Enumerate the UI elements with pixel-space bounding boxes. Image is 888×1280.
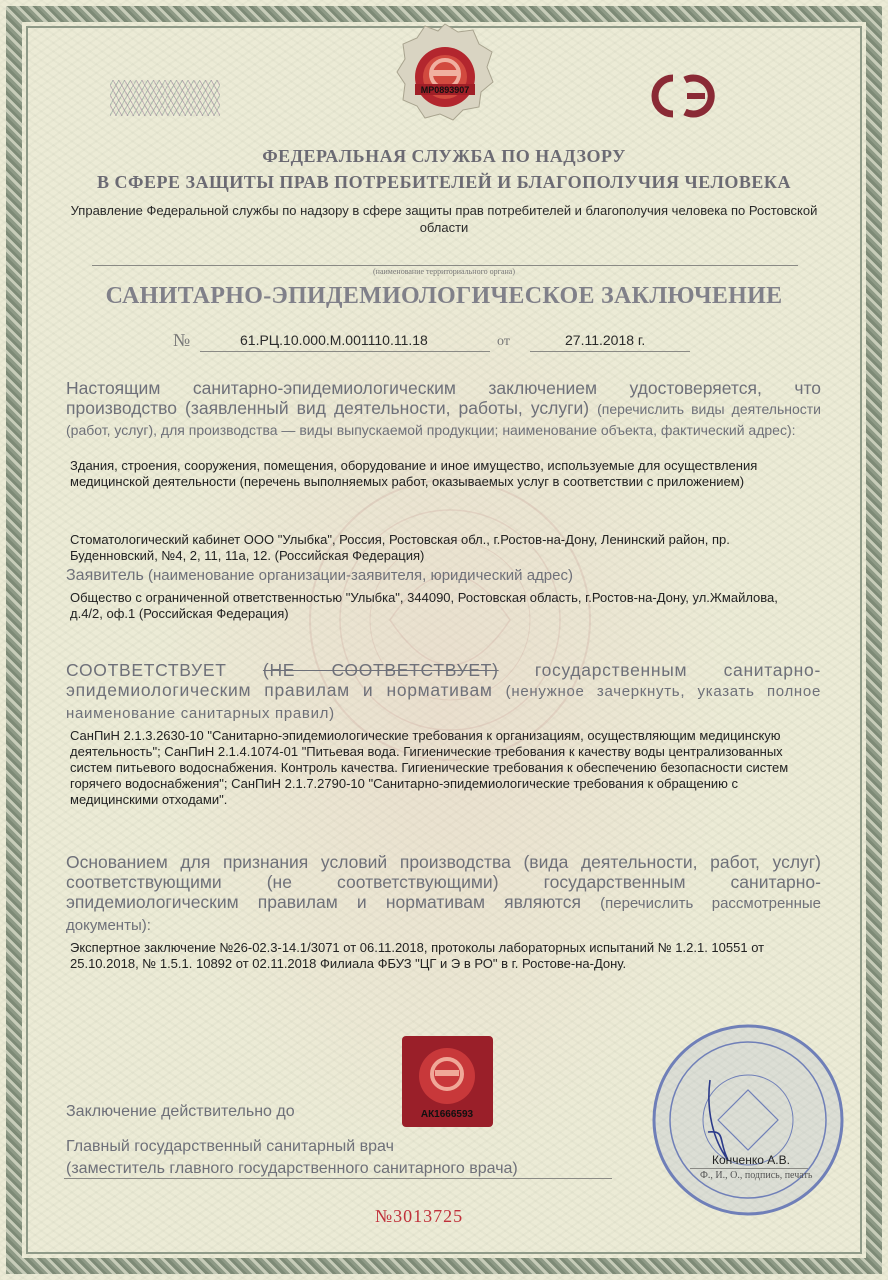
not-complies-struck: (НЕ СООТВЕТСТВУЕТ) [262,660,499,680]
applicant-heading [66,567,573,585]
basis-statement [66,852,821,936]
document-number: 61.РЦ.10.000.М.001110.11.18 [240,332,428,348]
statement-lead: Настоящим санитарно-эпидемиологическим заключением удостоверяется, что производство (заявленный вид деятельности, работы, услуги) [66,378,821,418]
hologram-seal-top [395,22,495,122]
hologram-code-bottom: АК1666593 [420,1109,474,1120]
chief-doctor-title [66,1136,518,1180]
office-caption: (наименование территориального органа) [373,267,515,276]
applicant-label: Заявитель [66,567,144,584]
basis-hint: (перечислить рассмотренные документы): [66,895,821,934]
number-sign: № [173,330,191,350]
form-serial-number: №3013725 [375,1206,464,1226]
signature-caption: Ф., И., О., подпись, печать [700,1170,813,1181]
compliance-hint: (ненужное зачеркнуть, указать полное наименование санитарных правил) [66,683,821,722]
number-underline [200,351,490,352]
official-round-stamp [648,1020,848,1220]
object-address: Стоматологический кабинет ООО "Улыбка", Россия, Ростовская обл., г.Ростов-на-Дону, Ленинский район, пр. Буденновский, №4, 2, 11, 11а, 12. (Российская Федерация) [70,532,730,563]
office-underline [92,265,798,266]
statement-hint: (перечислить виды деятельности (работ, услуг), для производства — виды выпускаемой продукции; наименование объекта, фактический адрес): [66,401,821,438]
chief-doctor-line2: (заместитель главного государственного санитарного врача) [66,1160,518,1177]
compliance-rest: государственным санитарно-эпидемиологическим правилам и нормативам [66,660,821,700]
complies-label: СООТВЕТСТВУЕТ [66,660,263,680]
date-underline [530,351,690,352]
document-title: САНИТАРНО-ЭПИДЕМИОЛОГИЧЕСКОЕ ЗАКЛЮЧЕНИЕ [105,283,783,309]
territorial-office: Управление Федеральной службы по надзору в сфере защиты прав потребителей и благополучия человека по Ростовской области [70,203,818,235]
applicant-hint: (наименование организации-заявителя, юридический адрес) [143,567,573,584]
valid-until-label: Заключение действительно до [66,1103,295,1120]
certification-statement [66,378,821,440]
doctor-underline [64,1178,612,1179]
basis-documents: Экспертное заключение №26-02.3-14.1/3071 от 06.11.2018, протоколы лабораторных испытаний № 1.2.1. 10551 от 25.10.2018, № 1.5.1. 10892 от 02.11.2018 Филиала ФБУЗ "ЦГ и Э в РО" в г. Ростове-на-Дону. [70,940,765,971]
basis-lead: Основанием для признания условий производства (вида деятельности, работ, услуг) соответствующими (не соответствующими) государственным санитарно-эпидемиологическим правилам и нормативам являются [66,852,821,912]
hologram-code-top: МР0893907 [420,85,470,95]
hologram-seal-bottom [400,1034,495,1129]
agency-name-line1: ФЕДЕРАЛЬНАЯ СЛУЖБА ПО НАДЗОРУ [262,146,626,166]
chief-doctor-line1: Главный государственный санитарный врач [66,1138,394,1155]
document-date: 27.11.2018 г. [565,332,646,348]
ce-mark-logo [643,72,723,120]
applicant-details: Общество с ограниченной ответственностью "Улыбка", 344090, Ростовская область, г.Ростов-на-Дону, ул.Жмайлова, д.4/2, оф.1 (Российская Федерация) [70,590,778,621]
date-from-label: от [497,334,510,349]
object-description: Здания, строения, сооружения, помещения, оборудование и иное имущество, используемые для осуществления медицинской деятельности (перечень выполняемых работ, оказываемых услуг в соответствии с приложением) [70,458,758,489]
signer-name: Конченко А.В. [712,1153,790,1167]
guilloche-pattern [110,80,220,116]
compliance-statement [66,660,821,724]
agency-name-line2: В СФЕРЕ ЗАЩИТЫ ПРАВ ПОТРЕБИТЕЛЕЙ И БЛАГОПОЛУЧИЯ ЧЕЛОВЕКА [97,172,791,192]
signer-underline [690,1168,808,1169]
sanitary-rules-list: СанПиН 2.1.3.2630-10 "Санитарно-эпидемиологические требования к организациям, осуществляющим медицинскую деятельность"; СанПиН 2.1.4.1074-01 "Питьевая вода. Гигиенические требования к качеству воды централизованных систем питьевого водоснабжения. Контроль качества. Гигиенические требования к обеспечению безопасности систем горячего водоснабжения"; СанПиН 2.1.7.2790-10 "Санитарно-эпидемиологические требования к обращению с медицинскими отходами". [70,728,789,807]
